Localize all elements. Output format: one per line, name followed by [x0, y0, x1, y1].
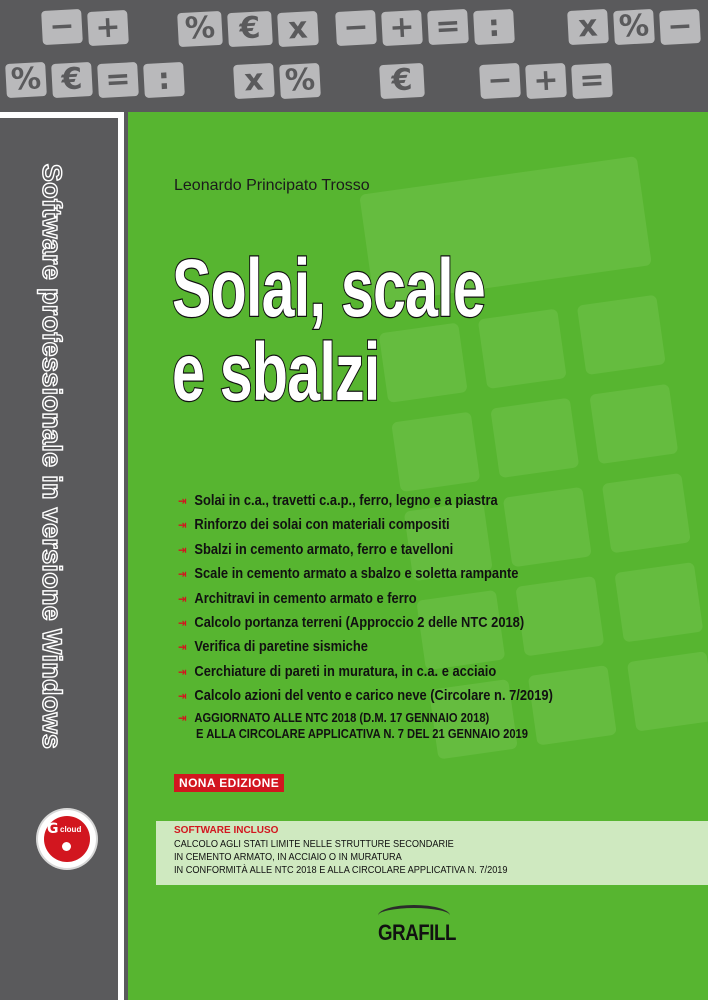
arrow-to-bar-icon: ⇥ [178, 591, 187, 606]
author-name: Leonardo Principato Trosso [174, 177, 370, 194]
arrow-to-bar-icon: ⇥ [178, 494, 187, 508]
gcloud-badge [38, 810, 96, 868]
arrow-to-bar-icon: ⇥ [178, 689, 187, 704]
symbol-tile: − [335, 10, 377, 46]
symbol-tile: x [567, 9, 609, 45]
feature-text: Architravi in cemento armato e ferro [194, 589, 417, 607]
software-line: IN CONFORMITÀ ALLE NTC 2018 E ALLA CIRCOLARE APPLICATIVA N. 7/2019 [174, 864, 508, 876]
feature-text: Calcolo portanza terreni (Approccio 2 delle NTC 2018) [194, 614, 525, 632]
symbol-tile: − [659, 9, 701, 45]
feature-item [178, 635, 553, 659]
feature-text: Sbalzi in cemento armato, ferro e tavelloni [194, 540, 454, 558]
software-line: CALCOLO AGLI STATI LIMITE NELLE STRUTTURE SECONDARIE [174, 839, 454, 850]
symbol-tile: + [87, 10, 129, 46]
title-line-1: Solai, scale [172, 243, 485, 334]
symbol-tile: € [51, 62, 93, 98]
edition-badge: NONA EDIZIONE [174, 774, 284, 792]
feature-text: Verifica di paretine sismiche [194, 638, 368, 656]
book-title [172, 243, 485, 418]
frame-line-top [0, 112, 124, 118]
gcloud-g: G [47, 821, 59, 837]
series-title-text: Software professionale in versione Windows [37, 163, 68, 749]
feature-item [178, 587, 553, 611]
gcloud-label: cloud [60, 825, 82, 834]
symbol-tile: € [379, 63, 425, 99]
symbol-tile: % [5, 62, 47, 98]
symbol-tile: % [177, 11, 223, 47]
feature-text: Solai in c.a., travetti c.a.p., ferro, legno e a piastra [194, 492, 498, 509]
feature-text: Calcolo azioni del vento e carico neve (Circolare n. 7/2019) [194, 687, 553, 705]
feature-item [178, 513, 553, 537]
title-line-2: e sbalzi [172, 327, 380, 418]
symbol-tile: % [613, 9, 655, 45]
feature-item [178, 660, 553, 684]
software-box [156, 821, 708, 885]
symbol-tile: = [571, 63, 613, 99]
symbol-tile: + [381, 10, 423, 46]
update-line-2: E ALLA CIRCOLARE APPLICATIVA N. 7 DEL 21 GENNAIO 2019 [196, 726, 529, 741]
cover-green-area [128, 112, 708, 1000]
symbol-tile: − [41, 9, 83, 45]
update-line-1: AGGIORNATO ALLE NTC 2018 (D.M. 17 GENNAIO 2018) [194, 710, 490, 725]
feature-list [178, 489, 614, 709]
symbol-tile: + [525, 63, 567, 99]
symbol-tile: : [473, 9, 515, 45]
gcloud-dot [62, 842, 71, 851]
arrow-to-bar-icon: ⇥ [178, 711, 187, 725]
arrow-to-bar-icon: ⇥ [178, 567, 187, 582]
arrow-to-bar-icon: ⇥ [178, 640, 187, 655]
symbol-tile: % [279, 63, 321, 99]
feature-text: Rinforzo dei solai con materiali compositi [194, 516, 450, 534]
feature-item [178, 489, 553, 513]
symbol-tile: : [143, 62, 185, 98]
feature-item [178, 684, 553, 708]
feature-item [178, 562, 553, 586]
symbol-tile: = [97, 62, 139, 98]
arrow-to-bar-icon: ⇥ [178, 616, 187, 631]
symbol-tile: x [277, 11, 319, 47]
symbol-tile: x [233, 63, 275, 99]
arrow-to-bar-icon: ⇥ [178, 542, 187, 557]
software-line: IN CEMENTO ARMATO, IN ACCIAIO O IN MURATURA [174, 851, 402, 863]
gcloud-icon [44, 816, 90, 862]
top-symbol-band [0, 0, 708, 112]
symbol-tile: − [479, 63, 521, 99]
software-description [174, 839, 508, 877]
frame-line-vertical [118, 112, 124, 1000]
update-note [178, 710, 528, 742]
publisher-logo: GRAFILL [378, 920, 457, 945]
symbol-tile: = [427, 9, 469, 45]
symbol-tile: € [227, 11, 273, 47]
arrow-to-bar-icon: ⇥ [178, 664, 187, 679]
feature-text: Cerchiature di pareti in muratura, in c.a. e acciaio [194, 662, 497, 680]
feature-text: Scale in cemento armato a sbalzo e soletta rampante [194, 565, 519, 583]
feature-item [178, 611, 553, 635]
arrow-to-bar-icon: ⇥ [178, 518, 187, 533]
software-title: SOFTWARE INCLUSO [174, 825, 279, 836]
series-title [30, 163, 74, 749]
feature-item [178, 538, 553, 562]
